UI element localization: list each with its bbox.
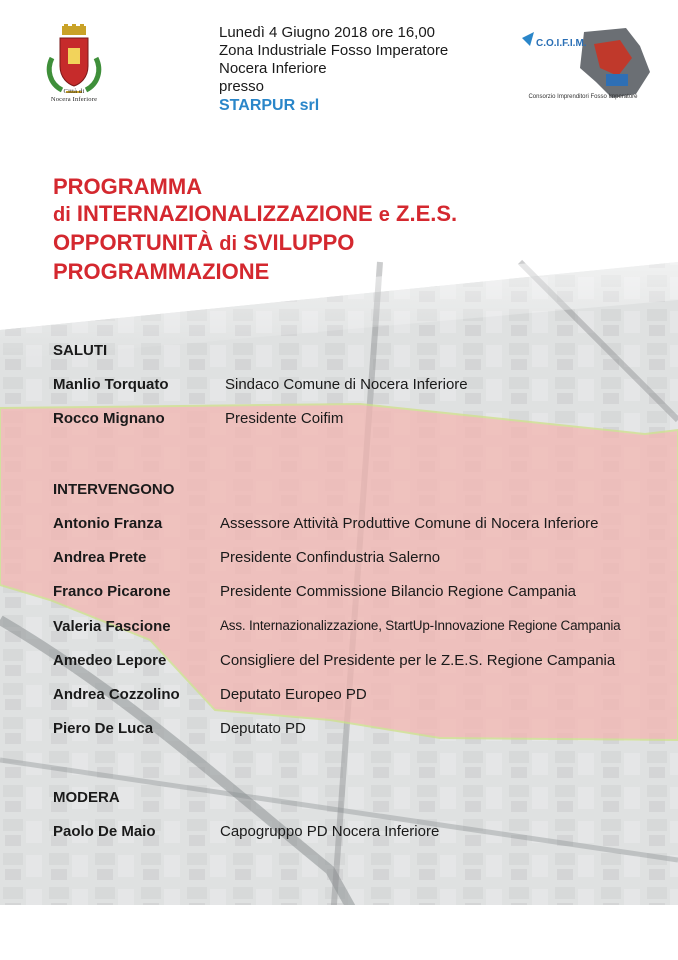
speaker-role: Presidente Commissione Bilancio Regione Campania — [220, 583, 577, 600]
event-info — [219, 24, 448, 115]
section-heading-intervengono: INTERVENGONO — [53, 481, 175, 498]
crest-caption: Città di Nocera Inferiore — [50, 88, 98, 103]
coifim-logo-text: C.O.I.F.I.M. — [536, 38, 587, 49]
speaker-role: Assessore Attività Produttive Comune di Nocera Inferiore — [220, 515, 599, 532]
event-venue: STARPUR srl — [219, 97, 320, 114]
speaker-name: Piero De Luca — [53, 720, 154, 737]
speaker-row — [53, 618, 673, 638]
speaker-name: Andrea Cozzolino — [53, 686, 180, 703]
speaker-row — [53, 376, 673, 396]
speaker-row — [53, 720, 673, 740]
speaker-row — [53, 652, 673, 672]
speaker-name: Manlio Torquato — [53, 376, 169, 393]
speaker-row — [53, 549, 673, 569]
speaker-role: Deputato PD — [220, 720, 306, 737]
speaker-name: Amedeo Lepore — [53, 652, 167, 669]
event-presso: presso — [219, 78, 265, 95]
speaker-role: Capogruppo PD Nocera Inferiore — [220, 823, 440, 840]
speaker-row — [53, 686, 673, 706]
speaker-name: Rocco Mignano — [53, 410, 165, 427]
section-heading-saluti: SALUTI — [53, 342, 108, 359]
speaker-role: Ass. Internazionalizzazione, StartUp-Innovazione Regione Campania — [220, 618, 621, 633]
speaker-role: Deputato Europeo PD — [220, 686, 367, 703]
speaker-row — [53, 583, 673, 603]
speaker-role: Consigliere del Presidente per le Z.E.S. Regione Campania — [220, 652, 616, 669]
speaker-role: Presidente Coifim — [225, 410, 344, 427]
speaker-name: Antonio Franza — [53, 515, 163, 532]
speaker-name: Franco Picarone — [53, 583, 171, 600]
speaker-row — [53, 823, 673, 843]
coifim-caption: Consorzio Imprenditori Fosso Imperatore — [528, 94, 638, 100]
title-line-3: OPPORTUNITÀ di SVILUPPO — [53, 230, 355, 255]
event-datetime: Lunedì 4 Giugno 2018 ore 16,00 — [219, 24, 436, 41]
program-title — [53, 173, 457, 285]
speaker-row — [53, 515, 673, 535]
title-line-4: PROGRAMMAZIONE — [53, 259, 270, 284]
event-city: Nocera Inferiore — [219, 60, 327, 77]
speaker-role: Sindaco Comune di Nocera Inferiore — [225, 376, 468, 393]
speaker-name: Valeria Fascione — [53, 618, 171, 635]
speaker-name: Paolo De Maio — [53, 823, 156, 840]
event-location: Zona Industriale Fosso Imperatore — [219, 42, 449, 59]
title-line-1: PROGRAMMA — [53, 174, 203, 199]
title-line-2: di INTERNAZIONALIZZAZIONE e Z.E.S. — [53, 201, 458, 226]
speaker-name: Andrea Prete — [53, 549, 147, 566]
speaker-role: Presidente Confindustria Salerno — [220, 549, 441, 566]
section-heading-modera: MODERA — [53, 789, 120, 806]
speaker-row — [53, 410, 673, 430]
